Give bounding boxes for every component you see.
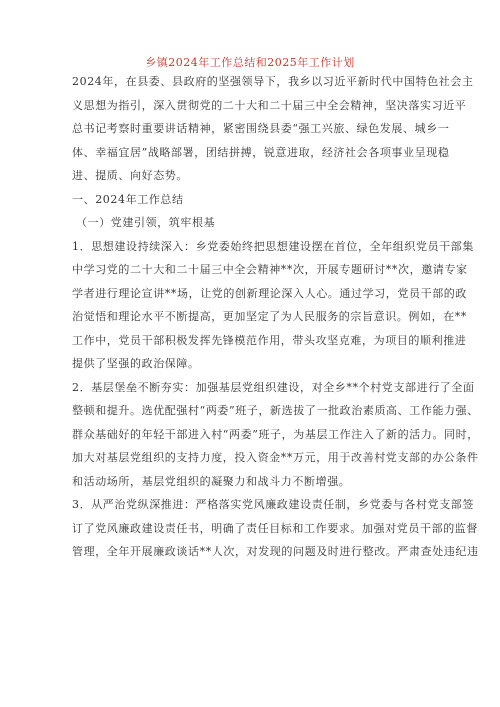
paragraph-line: 进、提质、向好态势。 bbox=[72, 169, 188, 182]
paragraph-line: 工作中，党员干部积极发挥先锋模范作用，带头攻坚克难，为项目的顺利推进 bbox=[72, 333, 467, 347]
paragraph-line: 体、幸福宜居”战略部署，团结拼搏，锐意进取，经济社会各项事业呈现稳 bbox=[72, 145, 450, 159]
paragraph-line: 治觉悟和理论水平不断提高，更加坚定了为人民服务的宗旨意识。例如，在** bbox=[72, 310, 467, 323]
paragraph-line: 2024年，在县委、县政府的坚强领导下，我乡以习近平新时代中国特色社会主 bbox=[72, 75, 474, 88]
paragraph-line: 3．从严治党纵深推进：严格落实党风廉政建设责任制，乡党委与各村党支部签 bbox=[72, 498, 474, 511]
subsection-heading: （一）党建引领，筑牢根基 bbox=[76, 216, 216, 229]
document-body bbox=[72, 70, 479, 564]
paragraph-line: 学者进行理论宣讲**场，让党的创新理论深入人心。通过学习，党员干部的政 bbox=[72, 286, 467, 300]
paragraph-line: 整顿和提升。选优配强村“两委”班子，新选拔了一批政治素质高、工作能力强、 bbox=[72, 404, 479, 417]
paragraph-line: 加大对基层党组织的支持力度，投入资金**万元，用于改善村党支部的办公条件 bbox=[72, 451, 479, 464]
paragraph-line: 订了党风廉政建设责任书，明确了责任目标和工作要求。加强对党员干部的监督 bbox=[72, 521, 478, 535]
paragraph-line: 管理，全年开展廉政谈话**人次，对发现的问题及时进行整改。严肃查处违纪违 bbox=[72, 545, 479, 558]
document-title: 乡镇2024年工作总结和2025年工作计划 bbox=[145, 56, 355, 69]
paragraph-line: 2．基层堡垒不断夯实：加强基层党组织建设，对全乡**个村党支部进行了全面 bbox=[72, 380, 475, 394]
paragraph-line: 中学习党的二十大和二十届三中全会精神**次，开展专题研讨**次，邀请专家 bbox=[72, 263, 468, 276]
paragraph-line: 总书记考察时重要讲话精神，紧密围绕县委“强工兴旅、绿色发展、城乡一 bbox=[72, 122, 450, 135]
paragraph-line: 提供了坚强的政治保障。 bbox=[72, 357, 200, 370]
section-heading: 一、2024年工作总结 bbox=[72, 192, 184, 206]
paragraph-line: 群众基础好的年轻干部进入村“两委”班子，为基层工作注入了新的活力。同时， bbox=[72, 427, 479, 441]
paragraph-line: 和活动场所，基层党组织的凝聚力和战斗力不断增强。 bbox=[72, 474, 351, 488]
paragraph-line: 义思想为指引，深入贯彻党的二十大和二十届三中全会精神，坚决落实习近平 bbox=[72, 98, 467, 112]
paragraph-line: 1．思想建设持续深入：乡党委始终把思想建设摆在首位，全年组织党员干部集 bbox=[72, 239, 474, 253]
